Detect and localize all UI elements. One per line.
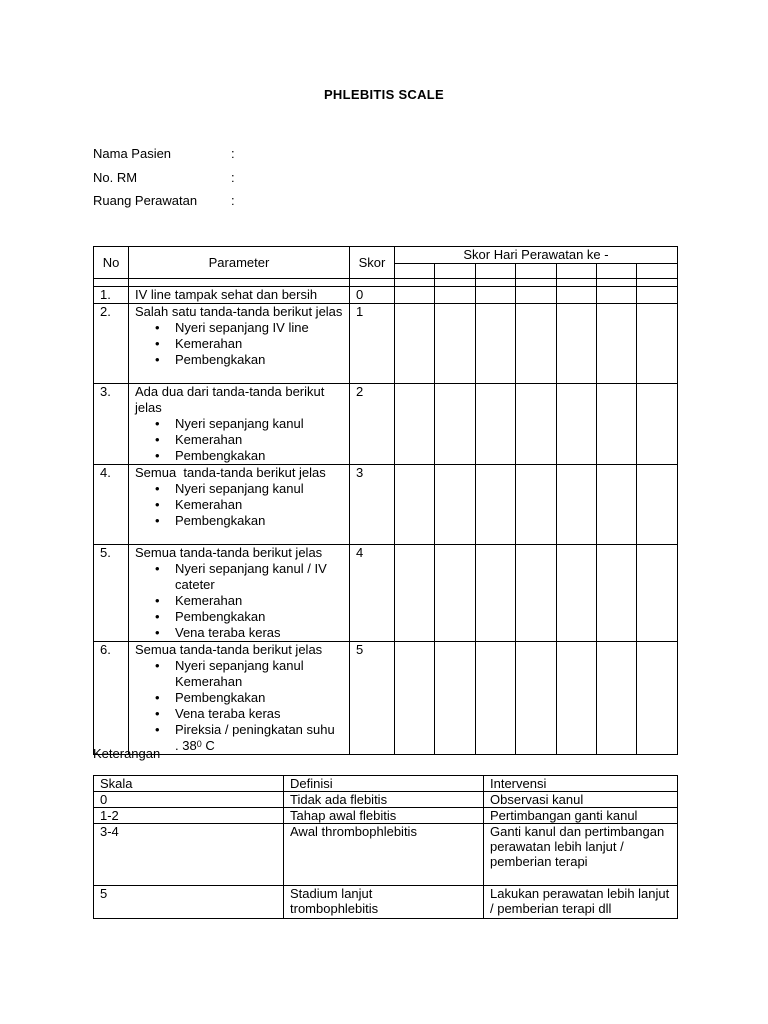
list-item: • Nyeri sepanjang kanul (175, 481, 349, 497)
day-cell[interactable] (557, 545, 597, 642)
day-cell[interactable] (557, 279, 597, 287)
spacer-cell (129, 279, 350, 287)
day-cell[interactable] (435, 384, 476, 465)
medical-record-field (93, 170, 235, 185)
day-cell[interactable] (557, 287, 597, 304)
list-item: • Vena teraba keras (175, 706, 349, 722)
legend-header-row (94, 776, 678, 792)
day-cell[interactable] (637, 264, 678, 279)
row-skor: 4 (350, 545, 395, 642)
day-cell[interactable] (597, 304, 637, 384)
day-cell[interactable] (516, 264, 557, 279)
sign-list (135, 320, 349, 368)
row-parameter-text: Salah satu tanda-tanda berikut jelas (135, 304, 343, 319)
day-cell[interactable] (476, 287, 516, 304)
legend-header-skala: Skala (94, 776, 284, 792)
list-item: • Pembengkakan (175, 609, 349, 625)
spacer-cell (94, 279, 129, 287)
legend-definisi: Stadium lanjut trombophlebitis (284, 886, 484, 919)
list-item: • Kemerahan (175, 432, 349, 448)
day-cell[interactable] (476, 545, 516, 642)
day-cell[interactable] (637, 642, 678, 755)
day-cell[interactable] (435, 304, 476, 384)
day-cell[interactable] (597, 287, 637, 304)
row-parameter-text: Ada dua dari tanda-tanda berikut jelas (135, 384, 325, 415)
header-skor: Skor (350, 247, 395, 279)
day-cell[interactable] (597, 264, 637, 279)
day-cell[interactable] (597, 279, 637, 287)
legend-intervensi: Ganti kanul dan pertimbangan perawatan lebih lanjut / pemberian terapi (484, 824, 678, 886)
row-number: 2. (94, 304, 129, 384)
list-item: • Vena teraba keras (175, 625, 349, 641)
header-days: Skor Hari Perawatan ke - (395, 247, 678, 264)
day-cell[interactable] (435, 642, 476, 755)
day-cell[interactable] (557, 465, 597, 545)
day-cell[interactable] (435, 287, 476, 304)
unit-text: C (201, 738, 215, 753)
header-parameter: Parameter (129, 247, 350, 279)
day-cell[interactable] (476, 642, 516, 755)
day-cell[interactable] (597, 384, 637, 465)
keterangan-label: Keterangan (93, 746, 161, 761)
table-row (94, 287, 678, 304)
legend-definisi: Tahap awal flebitis (284, 808, 484, 824)
table-row (94, 808, 678, 824)
day-cell[interactable] (557, 384, 597, 465)
day-cell[interactable] (476, 465, 516, 545)
row-number: 6. (94, 642, 129, 755)
list-item-text: Pireksia / peningkatan suhu . 38 (175, 722, 335, 753)
row-parameter: IV line tampak sehat dan bersih (129, 287, 350, 304)
medical-record-label: No. RM (93, 170, 138, 185)
day-cell[interactable] (516, 384, 557, 465)
list-item: • Nyeri sepanjang kanul / IV cateter (175, 561, 349, 593)
day-cell[interactable] (597, 545, 637, 642)
day-cell[interactable] (395, 384, 435, 465)
row-parameter-text: Semua tanda-tanda berikut jelas (135, 545, 323, 560)
day-cell[interactable] (476, 384, 516, 465)
sign-list (135, 561, 349, 641)
list-item (175, 722, 349, 754)
row-parameter (129, 304, 350, 384)
sign-list (135, 481, 349, 529)
day-cell[interactable] (637, 287, 678, 304)
legend-skala: 0 (94, 792, 284, 808)
list-item: • Nyeri sepanjang IV line (175, 320, 349, 336)
list-item: • Nyeri sepanjang kanul Kemerahan (175, 658, 349, 690)
table-row (94, 886, 678, 919)
row-parameter-text: Semua tanda-tanda berikut jelas (135, 465, 326, 480)
list-item: • Kemerahan (175, 593, 349, 609)
list-item: • Pembengkakan (175, 690, 349, 706)
day-cell[interactable] (516, 279, 557, 287)
row-number: 5. (94, 545, 129, 642)
day-cell[interactable] (557, 264, 597, 279)
sign-list (135, 416, 349, 464)
ward-field (93, 193, 235, 208)
table-row (94, 465, 678, 545)
day-cell[interactable] (516, 545, 557, 642)
day-cell[interactable] (637, 384, 678, 465)
day-cell[interactable] (435, 545, 476, 642)
list-item: • Kemerahan (175, 497, 349, 513)
day-cell[interactable] (476, 279, 516, 287)
legend-skala: 1-2 (94, 808, 284, 824)
table-row (94, 304, 678, 384)
row-skor: 2 (350, 384, 395, 465)
legend-definisi: Tidak ada flebitis (284, 792, 484, 808)
day-cell[interactable] (557, 642, 597, 755)
colon: : (231, 193, 235, 208)
row-parameter (129, 642, 350, 755)
table-row (94, 545, 678, 642)
table-row (94, 642, 678, 755)
day-cell[interactable] (516, 465, 557, 545)
day-cell[interactable] (395, 264, 435, 279)
row-number: 1. (94, 287, 129, 304)
ward-label: Ruang Perawatan (93, 193, 198, 208)
table-row (94, 792, 678, 808)
table-row (94, 824, 678, 886)
legend-table (93, 775, 678, 919)
table-row (94, 384, 678, 465)
legend-header-intervensi: Intervensi (484, 776, 678, 792)
row-number: 4. (94, 465, 129, 545)
list-item: • Pembengkakan (175, 352, 349, 368)
colon: : (231, 146, 235, 161)
day-cell[interactable] (637, 465, 678, 545)
day-cell[interactable] (516, 287, 557, 304)
row-parameter-text: Semua tanda-tanda berikut jelas (135, 642, 323, 657)
degree-superscript: 0 (196, 739, 202, 749)
day-cell[interactable] (637, 279, 678, 287)
list-item: • Nyeri sepanjang kanul (175, 416, 349, 432)
day-cell[interactable] (395, 545, 435, 642)
list-item: • Kemerahan (175, 336, 349, 352)
patient-name-label: Nama Pasien (93, 146, 172, 161)
legend-intervensi: Pertimbangan ganti kanul (484, 808, 678, 824)
row-skor: 3 (350, 465, 395, 545)
day-cell[interactable] (637, 545, 678, 642)
header-no: No (94, 247, 129, 279)
legend-header-definisi: Definisi (284, 776, 484, 792)
day-cell[interactable] (435, 264, 476, 279)
row-parameter (129, 465, 350, 545)
day-cell[interactable] (395, 279, 435, 287)
sign-list (135, 658, 349, 754)
legend-definisi: Awal thrombophlebitis (284, 824, 484, 886)
day-cell[interactable] (516, 642, 557, 755)
row-number: 3. (94, 384, 129, 465)
row-skor: 0 (350, 287, 395, 304)
legend-skala: 3-4 (94, 824, 284, 886)
day-cell[interactable] (395, 287, 435, 304)
legend-skala: 5 (94, 886, 284, 919)
day-cell[interactable] (516, 304, 557, 384)
day-cell[interactable] (435, 465, 476, 545)
day-cell[interactable] (395, 304, 435, 384)
list-item: • Pembengkakan (175, 513, 349, 529)
colon: : (231, 170, 235, 185)
legend-intervensi: Lakukan perawatan lebih lanjut / pemberian terapi dll (484, 886, 678, 919)
row-parameter (129, 545, 350, 642)
spacer-cell (350, 279, 395, 287)
day-cell[interactable] (597, 465, 637, 545)
phlebitis-score-table (93, 246, 678, 755)
legend-intervensi: Observasi kanul (484, 792, 678, 808)
page-title: PHLEBITIS SCALE (323, 87, 445, 102)
row-skor: 5 (350, 642, 395, 755)
row-parameter (129, 384, 350, 465)
day-cell[interactable] (637, 304, 678, 384)
day-cell[interactable] (476, 264, 516, 279)
day-cell[interactable] (597, 642, 637, 755)
day-cell[interactable] (395, 642, 435, 755)
day-cell[interactable] (476, 304, 516, 384)
list-item: • Pembengkakan (175, 448, 349, 464)
day-cell[interactable] (395, 465, 435, 545)
row-skor: 1 (350, 304, 395, 384)
patient-name-field (93, 146, 235, 161)
day-cell[interactable] (557, 304, 597, 384)
day-cell[interactable] (435, 279, 476, 287)
